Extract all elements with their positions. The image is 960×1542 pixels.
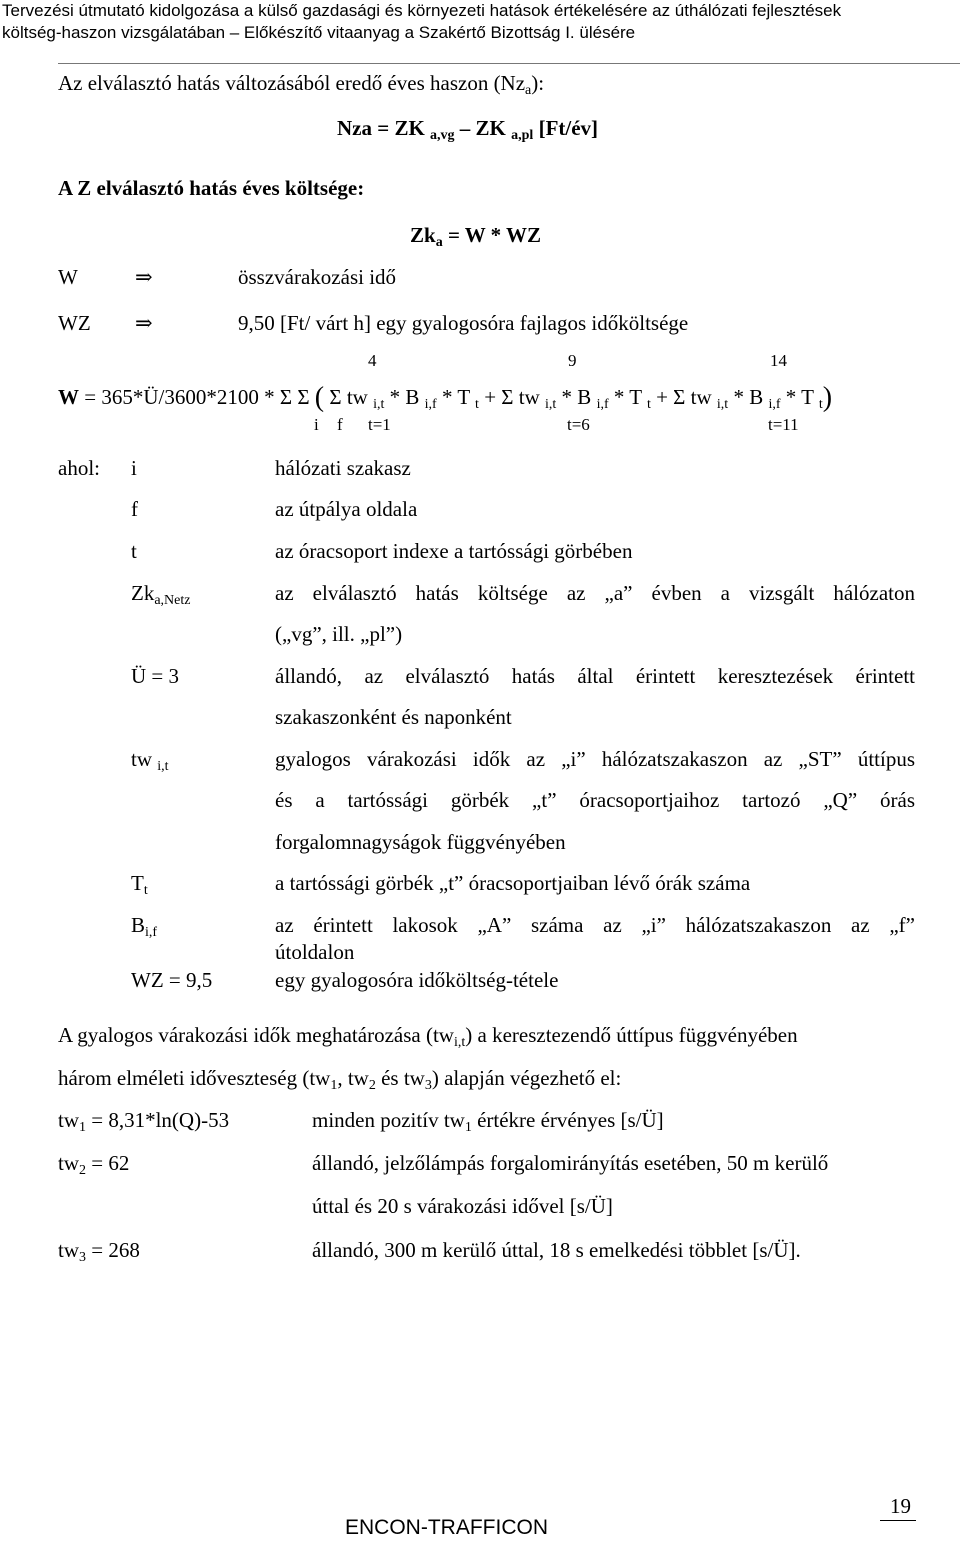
tw1-formula <box>58 1107 229 1137</box>
sym-T-sub: t <box>143 883 148 898</box>
desc-t: az óracsoport indexe a tartóssági görbében <box>275 539 633 563</box>
desc-f: az útpálya oldala <box>275 497 418 521</box>
tw3-a: tw <box>58 1238 79 1262</box>
desc-zk-1: az elválasztó hatás költsége az „a” évben a vizsgált hálózaton <box>275 581 915 605</box>
zk-b: = W * WZ <box>442 223 542 247</box>
desc-B-2: útoldalon <box>275 940 355 964</box>
header-rule <box>58 63 960 64</box>
lower-limit-2: t=6 <box>567 415 590 434</box>
def-w-text: összvárakozási idő <box>238 265 397 289</box>
sub-it: i,t <box>545 397 557 412</box>
implies-icon: ⇒ <box>135 265 153 289</box>
para-2b: , tw <box>337 1066 369 1090</box>
sym-t: t <box>131 539 137 563</box>
open-paren: ( <box>314 382 325 413</box>
tw2-b: = 62 <box>86 1151 130 1175</box>
tw2-a: tw <box>58 1151 79 1175</box>
sum-2: + Σ tw <box>478 385 546 409</box>
tw1-desc <box>312 1107 664 1137</box>
tw3-sub: 3 <box>79 1250 86 1265</box>
nza-sub-pl: a,pl <box>511 128 534 143</box>
sym-T-main: T <box>131 871 144 895</box>
para-1a: A gyalogos várakozási idők meghatározása (tw <box>58 1023 454 1047</box>
star-t: * T <box>780 385 819 409</box>
def-w-symbol: W <box>58 265 78 289</box>
sum-1: Σ tw <box>324 385 374 409</box>
desc-B-1: az érintett lakosok „A” száma az „i” hálózatszakaszon az „f” <box>275 913 915 937</box>
header-line-2: költség-haszon vizsgálatában – Előkészítő vitaanyag a Szakértő Bizottság I. ülésére <box>2 23 636 42</box>
lower-f: f <box>337 415 343 434</box>
w-prefix: W <box>58 385 79 409</box>
para-2a: három elméleti időveszteség (tw <box>58 1066 331 1090</box>
sub-it: i,t <box>373 397 385 412</box>
w-formula <box>58 383 832 414</box>
cost-heading: A Z elválasztó hatás éves költsége: <box>58 176 365 200</box>
para-n3: 3 <box>424 1078 432 1093</box>
zk-a: Zk <box>410 223 436 247</box>
tw2-sub: 2 <box>79 1163 86 1178</box>
star-b: * B <box>728 385 769 409</box>
desc-wz: egy gyalogosóra időköltség-tétele <box>275 968 559 992</box>
sym-zk-main: Zk <box>131 581 155 605</box>
sym-tw-sub: i,t <box>157 759 169 774</box>
lower-limit-1: t=1 <box>368 415 391 434</box>
sym-i: i <box>131 456 137 480</box>
desc-T: a tartóssági görbék „t” óracsoportjaiban lévő órák száma <box>275 871 751 895</box>
sym-zk <box>131 580 190 610</box>
sym-zk-sub: a,Netz <box>154 593 191 608</box>
nza-formula <box>337 115 598 145</box>
sub-it: i,t <box>716 397 729 412</box>
desc-tw-3: forgalomnagyságok függvényében <box>275 830 566 854</box>
zk-formula <box>410 222 541 252</box>
para-n1: 1 <box>330 1078 338 1093</box>
tw2-desc-1: állandó, jelzőlámpás forgalomirányítás esetében, 50 m kerülő <box>312 1151 829 1175</box>
desc-u-1: állandó, az elválasztó hatás által érintett keresztezések érintett <box>275 664 915 688</box>
sub-if: i,f <box>424 397 437 412</box>
sym-tw <box>131 746 169 776</box>
benefit-end: ): <box>531 71 545 95</box>
para-n2: 2 <box>368 1078 376 1093</box>
benefit-sub: a <box>525 83 532 98</box>
implies-icon: ⇒ <box>135 311 153 335</box>
sym-tw-main: tw <box>131 747 152 771</box>
ahol-label: ahol: <box>58 456 100 480</box>
para-line-1 <box>58 1022 798 1052</box>
tw3-b: = 268 <box>86 1238 140 1262</box>
tw1-a: tw <box>58 1108 79 1132</box>
sub-if: i,f <box>596 397 609 412</box>
lower-limit-3: t=11 <box>768 415 799 434</box>
tw1-desc-b: értékre érvényes [s/Ü] <box>471 1108 664 1132</box>
tw3-desc: állandó, 300 m kerülő úttal, 18 s emelkedési többlet [s/Ü]. <box>312 1238 801 1262</box>
tw1-sub: 1 <box>79 1120 86 1135</box>
star-t: * T <box>436 385 476 409</box>
para-1-sub: i,t <box>453 1035 466 1050</box>
sym-u: Ü = 3 <box>131 664 180 688</box>
page-number: 19 <box>890 1494 911 1518</box>
sub-if: i,f <box>768 397 781 412</box>
sym-f: f <box>131 497 138 521</box>
sym-B-main: B <box>131 913 146 937</box>
tw1-b: = 8,31*ln(Q)-53 <box>86 1108 230 1132</box>
benefit-text: Az elválasztó hatás változásából eredő éves haszon (Nz <box>58 71 526 95</box>
nza-a: Nza = ZK <box>337 116 425 140</box>
star-b: * B <box>556 385 597 409</box>
star-b: * B <box>384 385 425 409</box>
tw1-desc-a: minden pozitív tw <box>312 1108 465 1132</box>
close-paren: ) <box>822 382 833 413</box>
sym-B <box>131 912 157 942</box>
sym-T <box>131 870 148 900</box>
star-t: * T <box>608 385 647 409</box>
desc-zk-2: („vg”, ill. „pl”) <box>275 622 403 646</box>
para-1b: ) a keresztezendő úttípus függvényében <box>465 1023 798 1047</box>
tw1-desc-sub: 1 <box>464 1120 472 1135</box>
header-line-1: Tervezési útmutató kidolgozása a külső gazdasági és környezeti hatások értékelésére az úthálózati fejlesztések <box>2 1 842 20</box>
def-wz-text: 9,50 [Ft/ várt h] egy gyalogosóra fajlagos időköltsége <box>238 311 689 335</box>
upper-limit-1: 4 <box>368 351 377 370</box>
tw2-desc-2: úttal és 20 s várakozási idővel [s/Ü] <box>312 1194 613 1218</box>
def-wz-symbol: WZ <box>58 311 91 335</box>
benefit-sentence <box>58 70 544 100</box>
para-2d: ) alapján végezhető el: <box>431 1066 622 1090</box>
sub-t: t <box>818 397 823 412</box>
sym-wz: WZ = 9,5 <box>131 968 213 992</box>
sym-B-sub: i,f <box>145 925 158 940</box>
upper-limit-2: 9 <box>568 351 577 370</box>
sum-3: + Σ tw <box>650 385 717 409</box>
upper-limit-3: 14 <box>770 351 787 370</box>
w-body: = 365*Ü/3600*2100 * Σ Σ <box>79 385 315 409</box>
nza-unit: [Ft/év] <box>533 116 599 140</box>
tw2-formula <box>58 1150 129 1180</box>
sub-t: t <box>646 397 651 412</box>
page-number-rule <box>880 1520 916 1521</box>
sub-t: t <box>475 397 479 412</box>
para-2c: és tw <box>375 1066 425 1090</box>
footer-company: ENCON-TRAFFICON <box>345 1516 548 1539</box>
lower-i: i <box>314 415 319 434</box>
para-line-2 <box>58 1065 621 1095</box>
tw3-formula <box>58 1237 140 1267</box>
desc-tw-2: és a tartóssági görbék „t” óracsoportjaihoz tartozó „Q” órás <box>275 788 915 812</box>
zk-sub: a <box>435 235 443 250</box>
desc-i: hálózati szakasz <box>275 456 411 480</box>
desc-tw-1: gyalogos várakozási idők az „i” hálózatszakaszon az „ST” úttípus <box>275 747 915 771</box>
desc-u-2: szakaszonként és naponként <box>275 705 512 729</box>
nza-dash: – ZK <box>454 116 506 140</box>
nza-sub-vg: a,vg <box>430 128 455 143</box>
